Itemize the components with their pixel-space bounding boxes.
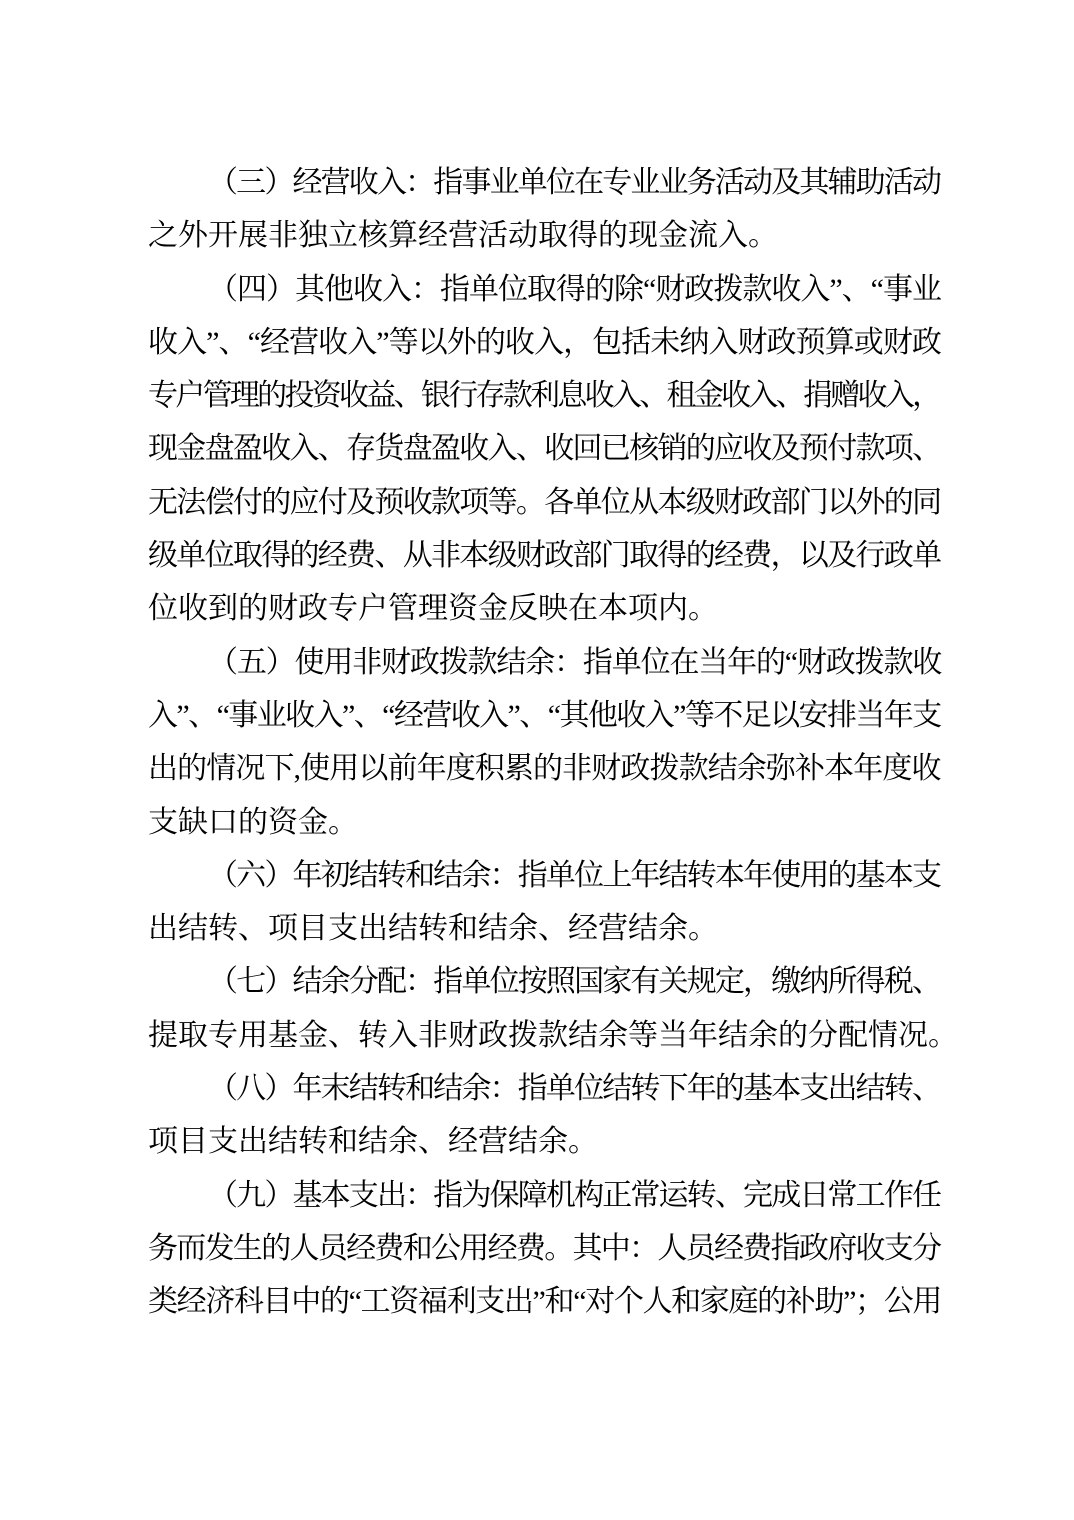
document-line: 支缺口的资金。 bbox=[148, 805, 358, 839]
document-line: （八）年末结转和结余：指单位结转下年的基本支出结转、 bbox=[208, 1072, 941, 1106]
document-line: 出的情况下,使用以前年度积累的非财政拨款结余弥补本年度收 bbox=[148, 752, 941, 786]
document-line: 专户管理的投资收益、银行存款利息收入、租金收入、捐赠收入， bbox=[148, 379, 940, 413]
document-line: 收入”、“经营收入”等以外的收入，包括未纳入财政预算或财政 bbox=[148, 325, 941, 359]
document-line: 位收到的财政专户管理资金反映在本项内。 bbox=[148, 592, 718, 626]
document-line: 项目支出结转和结余、经营结余。 bbox=[148, 1125, 598, 1159]
document-line: 提取专用基金、转入非财政拨款结余等当年结余的分配情况。 bbox=[148, 1018, 958, 1052]
document-line: 无法偿付的应付及预收款项等。各单位从本级财政部门以外的同 bbox=[148, 485, 941, 519]
document-line: 之外开展非独立核算经营活动取得的现金流入。 bbox=[148, 219, 778, 253]
document-line: 出结转、项目支出结转和结余、经营结余。 bbox=[148, 912, 718, 946]
document-line: （五）使用非财政拨款结余：指单位在当年的“财政拨款收 bbox=[208, 645, 942, 679]
document-line: （三）经营收入：指事业单位在专业业务活动及其辅助活动 bbox=[208, 166, 941, 199]
text-block bbox=[148, 156, 958, 1329]
document-line: （九）基本支出：指为保障机构正常运转、完成日常工作任 bbox=[208, 1178, 941, 1212]
document-line: （四）其他收入：指单位取得的除“财政拨款收入”、“事业 bbox=[208, 272, 941, 306]
document-line: 务而发生的人员经费和公用经费。其中：人员经费指政府收支分 bbox=[148, 1231, 941, 1265]
document-line: （七）结余分配：指单位按照国家有关规定，缴纳所得税、 bbox=[208, 965, 941, 999]
document-line: 入”、“事业收入”、“经营收入”、“其他收入”等不足以安排当年支 bbox=[148, 698, 941, 732]
document-line: 级单位取得的经费、从非本级财政部门取得的经费，以及行政单 bbox=[148, 539, 941, 573]
document-line: 类经济科目中的“工资福利支出”和“对个人和家庭的补助”；公用 bbox=[148, 1285, 942, 1319]
document-line: 现金盘盈收入、存货盘盈收入、收回已核销的应收及预付款项、 bbox=[148, 432, 941, 466]
document-line: （六）年初结转和结余：指单位上年结转本年使用的基本支 bbox=[208, 858, 941, 892]
